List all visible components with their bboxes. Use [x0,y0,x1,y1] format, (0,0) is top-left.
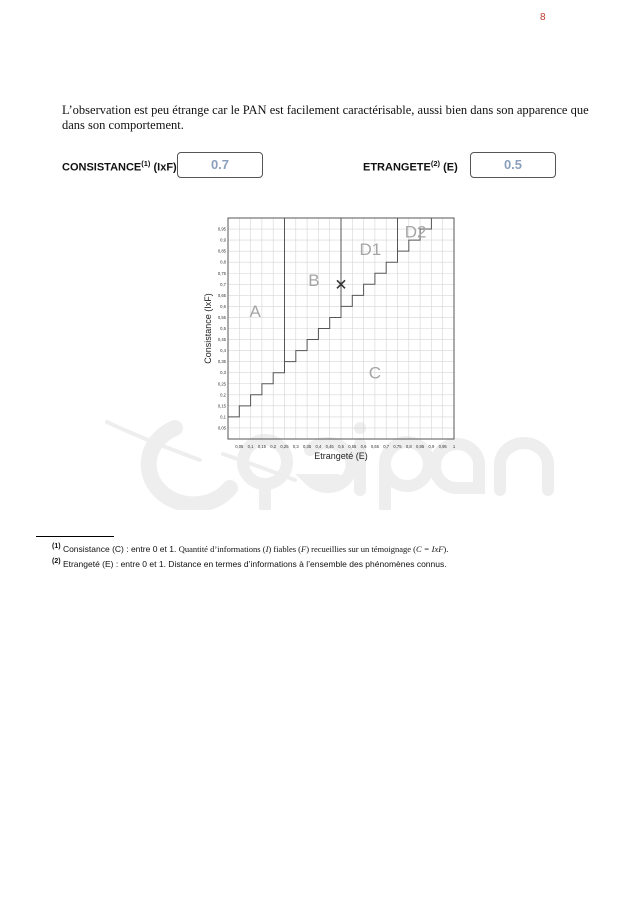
etrangete-footnote-ref: (2) [430,159,441,168]
footnote-1-text-e: ). [443,543,449,554]
footnote-1-text-d: ) recueillies sur un témoignage ( [306,543,416,554]
x-tick-label: 0,25 [280,444,289,449]
consistance-footnote-ref: (1) [141,159,151,168]
y-tick-label: 0,1 [220,414,226,420]
footnote-1-italic-i: I [265,543,269,554]
footnote-1-italic-formula: C = IxF [415,543,444,554]
y-tick-label: 0,35 [217,359,226,365]
region-label-d2: D2 [404,222,427,242]
etrangete-consistance-chart [200,212,462,464]
footnote-1 [52,541,448,555]
x-tick-label: 0,1 [247,444,254,449]
x-tick-label: 0,45 [325,444,334,449]
y-tick-label: 0,55 [217,314,226,320]
footnote-1-text-b: Quantité d’informations ( [178,543,266,554]
footnote-1-text-c: ) fiables ( [268,543,301,554]
consistance-unit: (IxF) [153,161,177,174]
x-tick-label: 0,15 [257,444,266,449]
x-tick-label: 0,8 [405,444,412,449]
x-tick-label: 0,55 [348,444,357,449]
region-label-d1: D1 [359,239,382,259]
y-tick-label: 0,95 [217,226,226,232]
x-tick-label: 0,85 [416,444,425,449]
x-tick-labels [235,444,456,449]
footnote-1-marker: (1) [52,543,61,550]
y-tick-label: 0,05 [217,425,226,431]
x-tick-label: 0,75 [393,444,402,449]
y-tick-label: 0,2 [220,392,226,398]
footnote-1-text-a: Consistance (C) : entre 0 et 1. [62,543,179,554]
x-tick-label: 0,9 [428,444,435,449]
x-tick-label: 0,65 [370,444,379,449]
y-tick-label: 0,9 [220,237,226,243]
x-tick-label: 0,2 [270,444,277,449]
y-tick-label: 0,45 [217,337,226,343]
x-tick-label: 0,05 [235,444,244,449]
region-label-a: A [249,301,261,321]
etrangete-unit: (E) [443,161,458,174]
y-tick-labels [218,227,227,431]
y-tick-label: 0,15 [217,403,226,409]
y-tick-label: 0,65 [217,292,226,298]
footnote-1-italic-f: F [300,543,307,554]
x-tick-label: 0,95 [438,444,447,449]
footnote-separator [36,536,114,537]
consistance-value-box: 0.7 [177,152,263,178]
consistance-label [62,159,177,174]
x-tick-label: 0,6 [360,444,367,449]
y-tick-label: 0,5 [220,326,226,331]
region-label-b: B [308,270,320,290]
x-tick-label: 0,4 [315,444,322,449]
etrangete-label [363,159,458,174]
x-tick-label: 0,3 [292,444,299,449]
footnote-2-marker: (2) [52,558,61,565]
x-tick-label: 0,7 [383,444,390,449]
y-axis-label: Consistance (IxF) [203,293,213,364]
y-tick-label: 0,25 [217,381,226,387]
footnote-2-text: Etrangeté (E) : entre 0 et 1. Distance en termes d’informations à l’ensemble des phénomènes connus. [62,558,447,569]
region-labels [249,222,426,382]
x-tick-label: 0,5 [338,444,344,449]
etrangete-value-box: 0.5 [470,152,556,178]
x-axis-label: Etrangeté (E) [314,451,368,461]
footnote-2 [52,556,447,570]
y-tick-label: 0,3 [220,370,226,376]
x-tick-label: 0,35 [303,444,312,449]
page-number: 8 [540,12,546,23]
y-tick-label: 0,4 [220,348,226,354]
y-tick-label: 0,85 [217,248,226,254]
intro-paragraph: L’observation est peu étrange car le PAN est facilement caractérisable, aussi bien dans son apparence que dans son comportement. [62,102,589,132]
y-tick-label: 0,7 [220,281,226,287]
y-tick-label: 0,6 [220,303,226,309]
etrangete-label-text: ETRANGETE [363,161,431,174]
consistance-label-text: CONSISTANCE [62,161,142,174]
x-tick-label: 1 [452,444,456,449]
region-label-c: C [368,363,382,383]
y-tick-label: 0,75 [217,270,226,276]
y-tick-label: 0,8 [220,259,226,265]
